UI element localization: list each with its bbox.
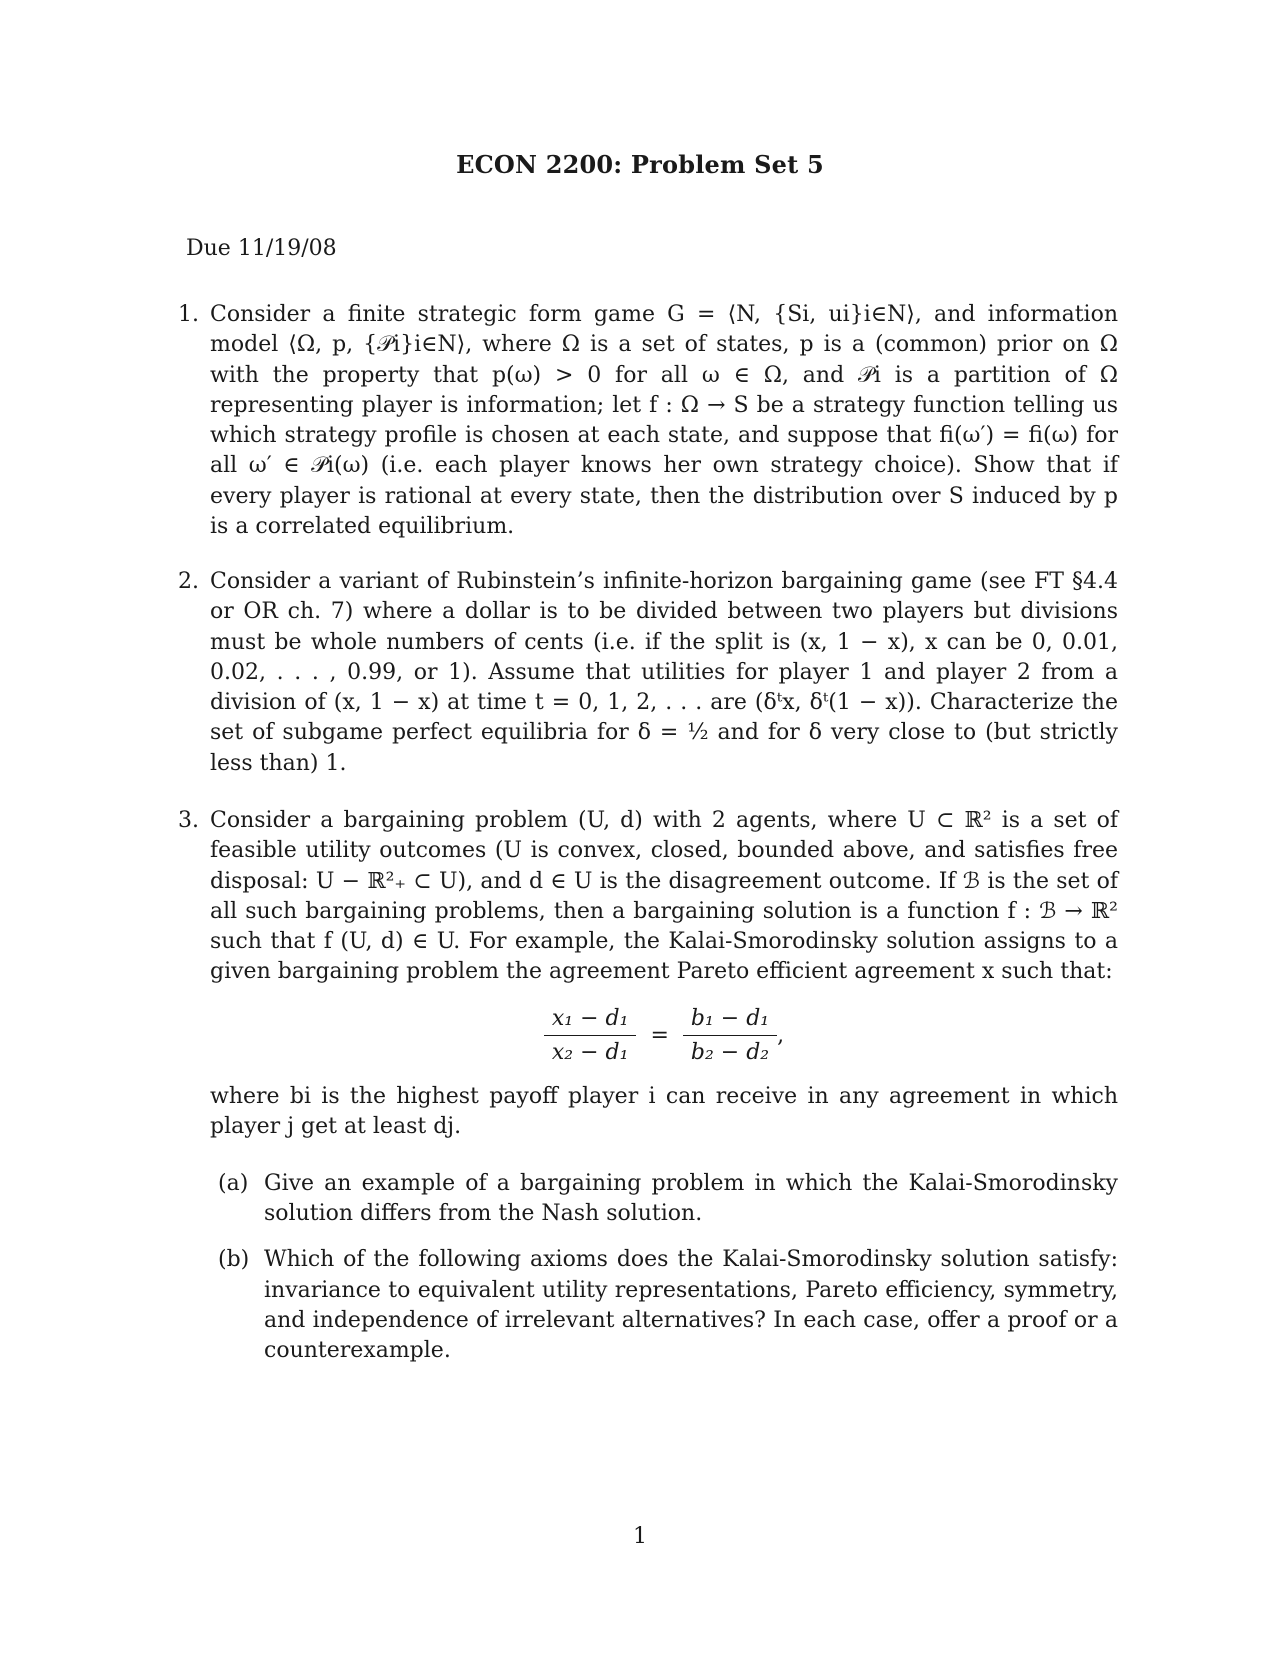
subproblem-text: Which of the following axioms does the Kalai-Smorodinsky solution satisfy: invariance to equivalent utility representations, Pareto efficiency, symmetry, and independence of irrelevant alternatives? In each case, offer a proof or a counterexample. (264, 1247, 1118, 1364)
problem-text: Consider a variant of Rubinstein’s infinite-horizon bargaining game (see FT §4.4 or OR ch. 7) where a dollar is to be divided between two players but divisions must be whole numbers of cents (i.e. if the split is (x, 1 − x), x can be 0, 0.01, 0.02, . . . , 0.99, or 1). Assume that utilities for player 1 and player 2 from a division of (x, 1 − x) at time t = 0, 1, 2, . . . are (δᵗx, δᵗ(1 − x)). Characterize the set of subgame perfect equilibria for δ = ½ and for δ very close to (but strictly less than) 1. (210, 569, 1118, 776)
page-number: 1 (633, 1524, 647, 1549)
due-date: Due 11/19/08 (186, 236, 337, 261)
problem-number: 3. (178, 808, 199, 833)
subproblem-a (210, 1169, 1118, 1230)
problem-text: Consider a bargaining problem (U, d) with 2 agents, where U ⊂ ℝ² is a set of feasible utility outcomes (U is convex, closed, bounded above, and satisfies free disposal: U − ℝ²₊ ⊂ U), and d ∈ U is the disagreement outcome. If ℬ is the set of all such bargaining problems, then a bargaining solution is a function f : ℬ → ℝ² such that f (U, d) ∈ U. For example, the Kalai-Smorodinsky solution assigns to a given bargaining problem the agreement Pareto efficient agreement x such that: (210, 808, 1118, 985)
problem-2 (178, 567, 1118, 779)
problem-text-after-equation: where bi is the highest payoff player i can receive in any agreement in which player j get at least dj. (210, 1084, 1118, 1140)
subproblem-b (210, 1245, 1118, 1366)
problem-number: 2. (178, 569, 199, 594)
page-title: ECON 2200: Problem Set 5 (456, 150, 824, 179)
problem-3 (178, 806, 1118, 1367)
problem-text: Consider a finite strategic form game G = ⟨N, {Si, ui}i∈N⟩, and information model ⟨Ω, p, {𝒫i}i∈N⟩, where Ω is a set of states, p is a (common) prior on Ω with the property that p(ω) > 0 for all ω ∈ Ω, and 𝒫i is a partition of Ω representing player is information; let f : Ω → S be a strategy function telling us which strategy profile is chosen at each state, and suppose that fi(ω′) = fi(ω) for all ω′ ∈ 𝒫i(ω) (i.e. each player knows her own strategy choice). Show that if every player is rational at every state, then the distribution over S induced by p is a correlated equilibrium. (210, 302, 1118, 540)
subproblem-text: Give an example of a bargaining problem in which the Kalai-Smorodinsky solution differs from the Nash solution. (264, 1170, 1118, 1227)
subproblem-label: (a) (218, 1170, 249, 1196)
problem-number: 1. (178, 302, 199, 327)
subproblem-label: (b) (218, 1247, 250, 1273)
equation-lhs: $\frac{\text{x₁ − d₁}}{\text{x₂ − d₁}}$ (544, 1002, 637, 1070)
problem-1 (178, 300, 1118, 542)
equation-rhs: $\frac{\text{b₁ − d₁}}{\text{b₂ − d₂}}$ (683, 1002, 777, 1070)
ks-equation: $\frac{\text{x₁ − d₁}}{\text{x₂ − d₁}}$ = $\frac{\text{b₁ − d₁}}{\text{b₂ − d₂}}$ , (210, 1002, 1118, 1070)
